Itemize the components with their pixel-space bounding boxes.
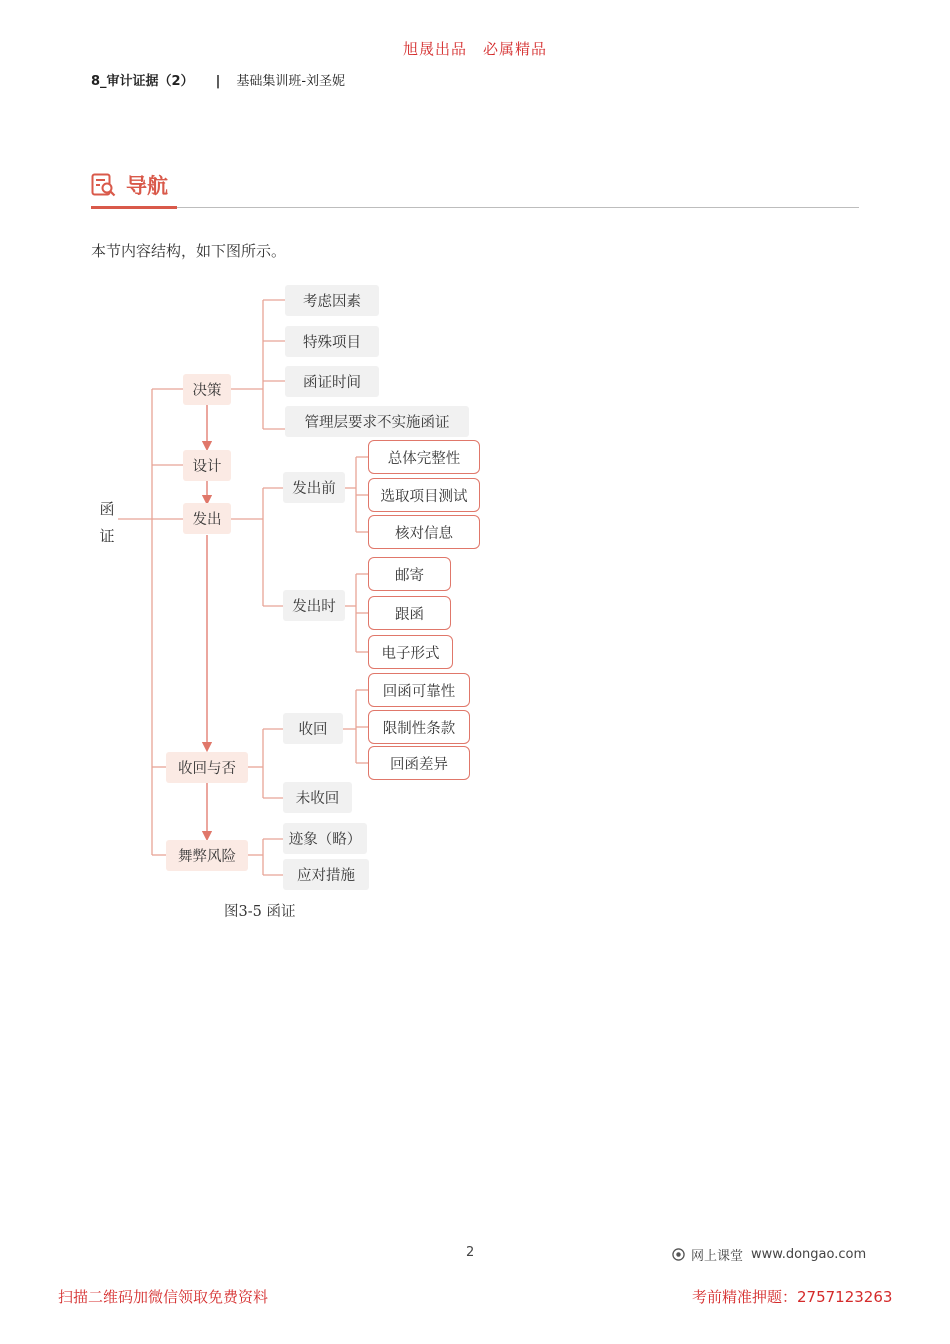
figure-caption: 图3-5 函证 [224, 904, 296, 920]
header-separator: | [215, 74, 221, 89]
node-decision: 决策 [183, 374, 231, 405]
course-name: 基础集训班-刘圣妮 [236, 74, 346, 89]
site-mark [672, 1245, 866, 1264]
diagram-root [97, 496, 117, 550]
node-send-before: 发出前 [283, 472, 345, 503]
node-send: 发出 [183, 503, 231, 534]
leaf-send-during-1: 邮寄 [368, 557, 451, 591]
root-char-2: 证 [99, 527, 115, 545]
leaf-send-during-3: 电子形式 [368, 635, 453, 669]
chapter-title: 8_审计证据（2） [91, 74, 194, 89]
leaf-fraud-1: 迹象（略） [283, 823, 367, 854]
intro-text: 本节内容结构，如下图所示。 [91, 242, 287, 260]
dongao-logo-icon [672, 1248, 685, 1261]
leaf-received-2: 限制性条款 [368, 710, 470, 744]
leaf-fraud-2: 应对措施 [283, 859, 369, 890]
node-receive: 收回与否 [166, 752, 248, 783]
leaf-send-during-2: 跟函 [368, 596, 451, 630]
site-name: 网上课堂 [691, 1249, 744, 1264]
brand-slogan: 旭晟出品 必属精品 [402, 40, 547, 58]
node-not-received: 未收回 [283, 782, 352, 813]
node-design: 设计 [183, 450, 231, 481]
leaf-decision-4: 管理层要求不实施函证 [285, 406, 469, 437]
promo-right: 考前精准押题：2757123263 [692, 1288, 893, 1306]
section-title-text: 导航 [126, 174, 168, 198]
page-number: 2 [466, 1245, 475, 1260]
node-received: 收回 [283, 713, 343, 744]
leaf-decision-3: 函证时间 [285, 366, 379, 397]
leaf-send-before-2: 选取项目测试 [368, 478, 480, 512]
root-char-1: 函 [99, 500, 115, 518]
leaf-received-3: 回函差异 [368, 746, 470, 780]
leaf-received-1: 回函可靠性 [368, 673, 470, 707]
site-url: www.dongao.com [751, 1247, 867, 1262]
promo-left: 扫描二维码加微信领取免费资料 [58, 1288, 269, 1306]
leaf-decision-1: 考虑因素 [285, 285, 379, 316]
leaf-decision-2: 特殊项目 [285, 326, 379, 357]
node-fraud: 舞弊风险 [166, 840, 248, 871]
leaf-send-before-1: 总体完整性 [368, 440, 480, 474]
leaf-send-before-3: 核对信息 [368, 515, 480, 549]
node-send-during: 发出时 [283, 590, 345, 621]
